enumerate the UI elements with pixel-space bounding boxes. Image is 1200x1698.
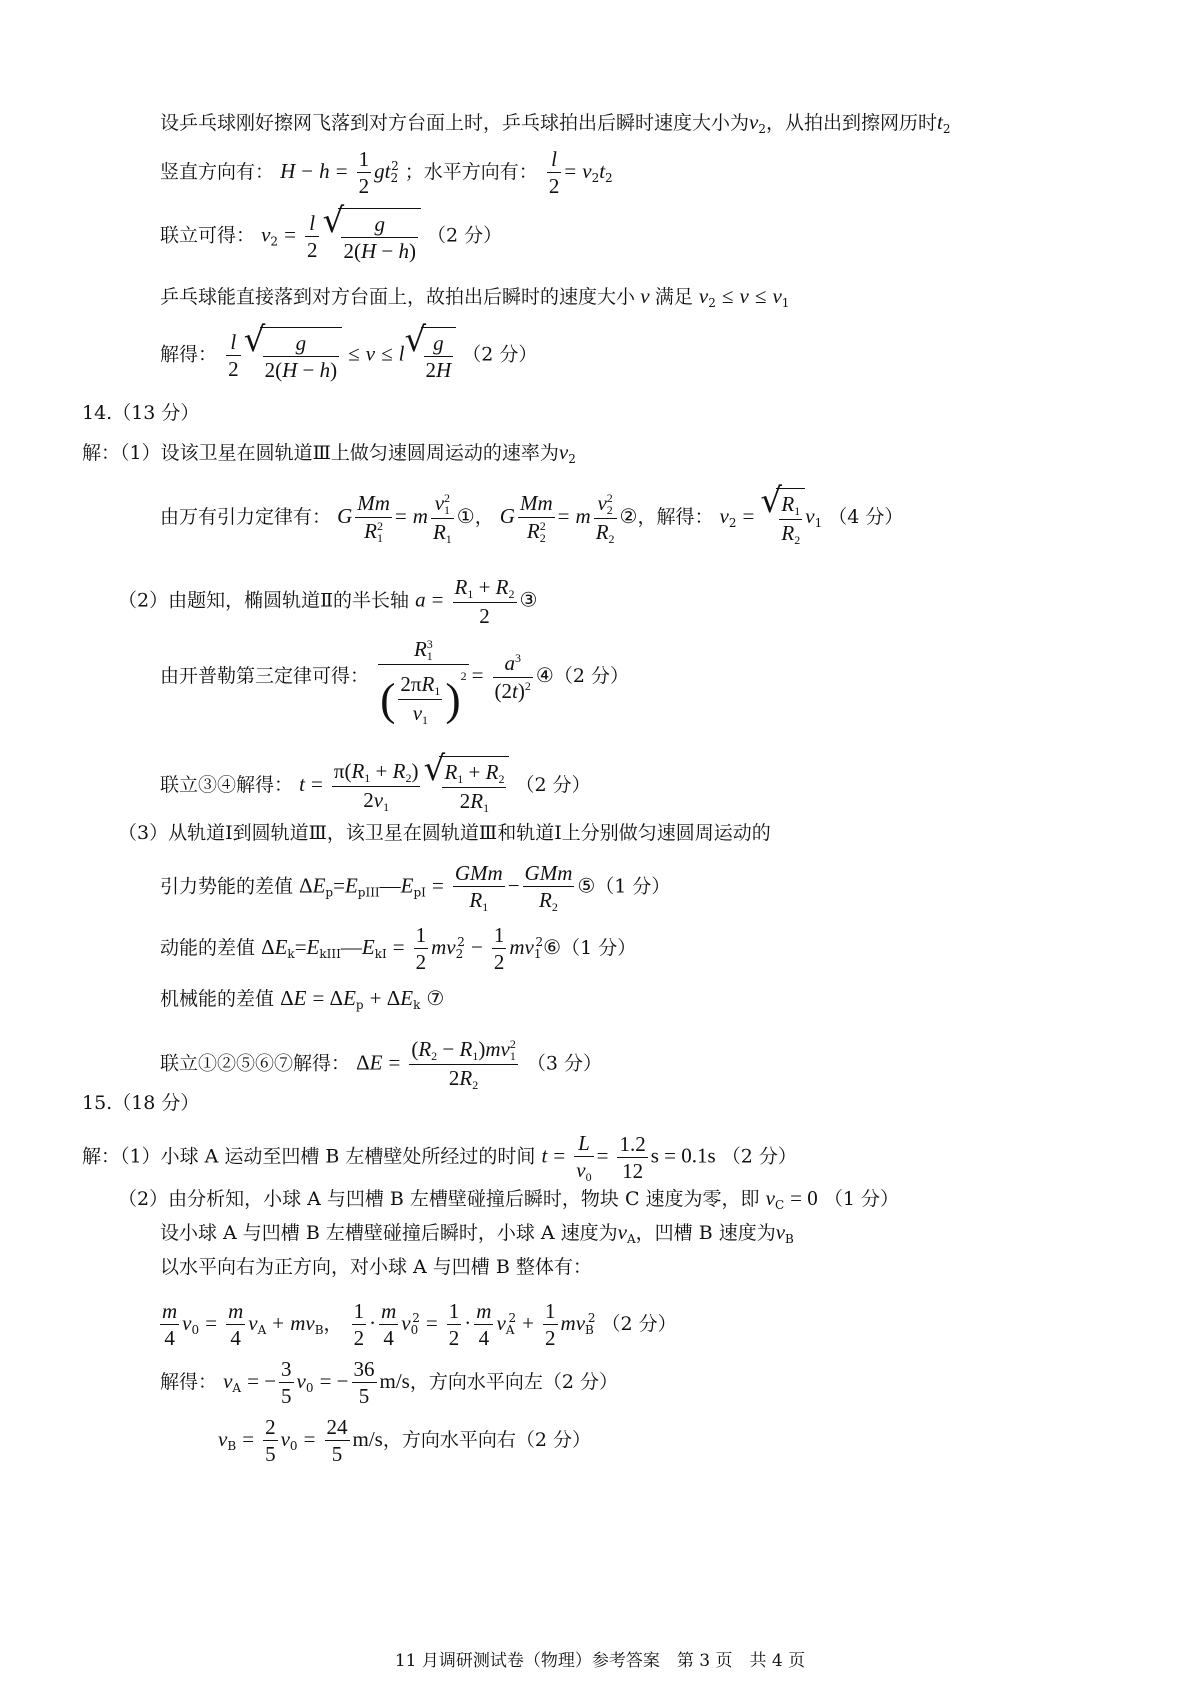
text-line: 由万有引力定律有： G $\frac{Mm}{R_1^2}$ = m $\frac{v_1^2}{R_1}$ ①， G $\frac{Mm}{R_2^2}$ = m $\frac{v_2^2}{R_2}$ ②，解得： $v_2$ = √ $\frac{R_1}{R_2}$ $v_1$ （4 分） <box>160 481 904 547</box>
fraction: $\frac{l}{2}$ <box>228 329 239 381</box>
fraction: $\frac{1}{2}$ <box>358 147 370 199</box>
text-line: （2）由分析知，小球 A 与凹槽 B 左槽壁碰撞后瞬时，物块 C 速度为零，即 $v_C = 0$ （1 分） <box>118 1186 899 1212</box>
text-line: 解得： $\frac{l}{2}$ √ $\frac{g}{2(H - h)}$ ≤ v ≤ l √ $\frac{g}{2H}$ （2 分） <box>160 320 538 383</box>
question-number: 15.（18 分） <box>82 1092 200 1114</box>
text-line: 机械能的差值 $\Delta E = \Delta E_p + \Delta E_k$ ⑦ <box>160 986 445 1012</box>
text-line: 联立③④解得： t = $\frac{\pi(R_1 + R_2)}{2v_1}$ √ $\frac{R_1 + R_2}{2R_1}$ （2 分） <box>160 749 591 815</box>
question-number: 14.（13 分） <box>82 402 200 424</box>
text-line: 由开普勒第三定律可得： $R_1^3$ ( $\frac{2\pi R_1}{v_1}$ )$^2$ = $\frac{a^3}{(2t)^2}$ ④（2 分） <box>160 637 629 727</box>
sqrt: √ $\frac{g}{2(H - h)}$ <box>244 327 343 384</box>
text-line: 以水平向右为正方向，对小球 A 与凹槽 B 整体有： <box>160 1256 592 1278</box>
text-line: 解：（1）设该卫星在圆轨道Ⅲ上做匀速圆周运动的速率为$v_2$ <box>82 440 576 466</box>
page-footer: 11 月调研测试卷（物理）参考答案 第 3 页 共 4 页 <box>394 1651 806 1671</box>
text-line: 设乒乓球刚好擦网飞落到对方台面上时，乒乓球拍出后瞬时速度大小为$v_2$，从拍出到擦网历时$t_2$ <box>160 110 951 136</box>
text-line: $\frac{m}{4}$ $v_0$ = $\frac{m}{4}$ $v_A + mv_B$， $\frac{1}{2}$ · $\frac{m}{4}$ $v_0^2$ = $\frac{1}{2}$ · $\frac{m}{4}$ $v_A^2$ + $\frac{1}{2}$ $mv_B^2$ （2 分） <box>162 1299 677 1351</box>
text-line: 竖直方向有： H − h = $\frac{1}{2}$ $gt_2^2$ ；水平方向有： $\frac{l}{2}$ = $v_2t_2$ <box>160 147 613 199</box>
sqrt: √ $\frac{g}{2H}$ <box>405 327 457 384</box>
text-line: 解得： $v_A$ = − $\frac{3}{5}$ $v_0$ = − $\frac{36}{5}$ m/s，方向水平向左（2 分） <box>160 1357 618 1409</box>
text-line: 联立可得： $v_2$ = $\frac{l}{2}$ √ $\frac{g}{2(H - h)}$ （2 分） <box>160 201 503 264</box>
text-line: （3）从轨道Ⅰ到圆轨道Ⅲ，该卫星在圆轨道Ⅲ和轨道Ⅰ上分别做匀速圆周运动的 <box>118 822 771 844</box>
text-line: $v_B$ = $\frac{2}{5}$ $v_0$ = $\frac{24}{5}$ m/s，方向水平向右（2 分） <box>218 1415 591 1467</box>
text-line: 动能的差值 $\Delta E_k=E_{kIII}—E_{kI}$ = $\frac{1}{2}$ $mv_2^2$ − $\frac{1}{2}$ $mv_1^2⑥(1$ 分） <box>160 923 637 975</box>
text-line: 引力势能的差值 $\Delta E_p=E_{pIII}—E_{pI}$ = $\frac{\text{GMm}}{R_1}$ − $\frac{\text{GMm}}{R_2}$ ⑤（1 分） <box>160 861 671 915</box>
sqrt: √ $\frac{g}{2(H - h)}$ <box>322 208 421 265</box>
fraction: $\frac{l}{2}$ <box>548 147 560 199</box>
fraction: $\frac{l}{2}$ <box>306 210 318 262</box>
text-line: 解：（1）小球 A 运动至凹槽 B 左槽壁处所经过的时间 t = $\frac{L}{v_0}$ = $\frac{1.2}{12}$ s = 0.1s （2 分） <box>82 1131 797 1185</box>
text-line: 联立①②⑤⑥⑦解得： ΔE = $\frac{(R_2 - R_1)mv_1^2}{2R_2}$ （3 分） <box>160 1037 603 1092</box>
text-line: 乒乓球能直接落到对方台面上，故拍出后瞬时的速度大小 v 满足 $v_2 \le v \le v_1$ <box>160 284 790 310</box>
text-line: （2）由题知，椭圆轨道Ⅱ的半长轴 a = $\frac{R_1 + R_2}{2}$ ③ <box>118 575 538 628</box>
text-line: 设小球 A 与凹槽 B 左槽壁碰撞后瞬时，小球 A 速度为$v_A$，凹槽 B 速度为$v_B$ <box>160 1220 794 1246</box>
